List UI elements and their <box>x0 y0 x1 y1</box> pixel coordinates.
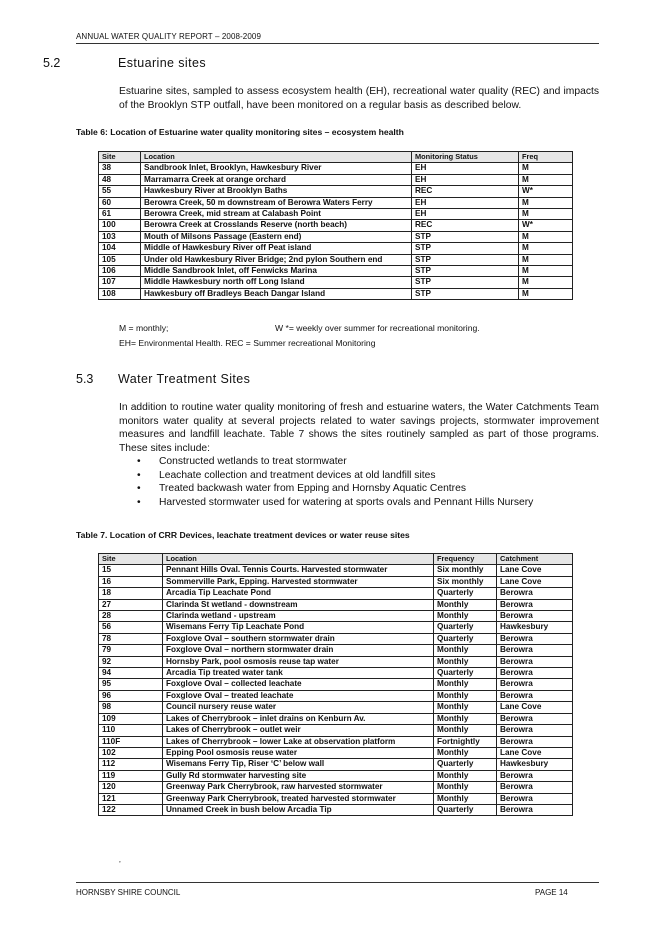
cell-freq: W* <box>519 220 573 231</box>
cell-catchment: Berowra <box>497 690 573 701</box>
cell-monitoring-status: EH <box>412 174 519 185</box>
cell-freq: M <box>519 266 573 277</box>
cell-monitoring-status: STP <box>412 266 519 277</box>
cell-location: Under old Hawkesbury River Bridge; 2nd pylon Southern end <box>141 254 412 265</box>
section-5-3-bullet-list <box>123 455 533 509</box>
cell-site: 122 <box>99 804 163 815</box>
table-6 <box>98 151 573 300</box>
table-7-caption: Table 7. Location of CRR Devices, leachate treatment devices or water reuse sites <box>76 530 410 540</box>
cell-location: Clarinda St wetland - downstream <box>163 599 434 610</box>
cell-location: Wisemans Ferry Tip Leachate Pond <box>163 622 434 633</box>
cell-location: Foxglove Oval – southern stormwater drain <box>163 633 434 644</box>
bullet-text: Harvested stormwater used for watering at sports ovals and Pennant Hills Nursery <box>159 496 534 508</box>
cell-catchment: Berowra <box>497 782 573 793</box>
trailing-mark: ’ <box>119 860 121 869</box>
table-header-row <box>99 554 573 565</box>
cell-catchment: Berowra <box>497 633 573 644</box>
cell-monitoring-status: EH <box>412 163 519 174</box>
header-rule <box>76 43 599 44</box>
cell-location: Greenway Park Cherrybrook, raw harvested stormwater <box>163 782 434 793</box>
cell-frequency: Monthly <box>434 599 497 610</box>
cell-monitoring-status: EH <box>412 197 519 208</box>
table-row <box>99 668 573 679</box>
section-5-2-title: Estuarine sites <box>118 56 206 70</box>
table-row <box>99 645 573 656</box>
cell-location: Council nursery reuse water <box>163 702 434 713</box>
cell-catchment: Berowra <box>497 736 573 747</box>
section-5-3-paragraph: In addition to routine water quality monitoring of fresh and estuarine waters, the Water Catchments Team monitors water quality at several projects related to water savings projects, stormwater improvement measures and landfill leachate. Table 7 shows the sites routinely sampled as part of those programs. These sites include: <box>119 402 599 454</box>
cell-location: Wisemans Ferry Tip, Riser ‘C’ below wall <box>163 759 434 770</box>
cell-freq: M <box>519 243 573 254</box>
cell-frequency: Monthly <box>434 611 497 622</box>
cell-frequency: Monthly <box>434 690 497 701</box>
cell-location: Marramarra Creek at orange orchard <box>141 174 412 185</box>
cell-frequency: Monthly <box>434 770 497 781</box>
cell-frequency: Six monthly <box>434 576 497 587</box>
cell-site: 79 <box>99 645 163 656</box>
cell-frequency: Quarterly <box>434 588 497 599</box>
cell-location: Arcadia Tip treated water tank <box>163 668 434 679</box>
cell-frequency: Monthly <box>434 645 497 656</box>
table-6-note-weekly: W *= weekly over summer for recreational monitoring. <box>275 323 480 333</box>
table-row <box>99 622 573 633</box>
cell-site: 120 <box>99 782 163 793</box>
table-row <box>99 599 573 610</box>
cell-location: Middle of Hawkesbury River off Peat island <box>141 243 412 254</box>
cell-catchment: Lane Cove <box>497 565 573 576</box>
cell-location: Mouth of Milsons Passage (Eastern end) <box>141 231 412 242</box>
cell-location: Hornsby Park, pool osmosis reuse tap water <box>163 656 434 667</box>
list-item <box>123 482 533 496</box>
cell-catchment: Berowra <box>497 793 573 804</box>
table-row <box>99 759 573 770</box>
cell-site: 38 <box>99 163 141 174</box>
cell-site: 27 <box>99 599 163 610</box>
table-row <box>99 588 573 599</box>
cell-frequency: Fortnightly <box>434 736 497 747</box>
bullet-glyph: • <box>137 496 141 508</box>
footer-page-number: PAGE 14 <box>535 888 568 897</box>
column-header-monitoring-status: Monitoring Status <box>412 152 519 163</box>
cell-location: Foxglove Oval – treated leachate <box>163 690 434 701</box>
cell-monitoring-status: STP <box>412 243 519 254</box>
cell-site: 60 <box>99 197 141 208</box>
bullet-glyph: • <box>137 469 141 481</box>
table-row <box>99 747 573 758</box>
cell-catchment: Hawkesbury <box>497 759 573 770</box>
cell-location: Gully Rd stormwater harvesting site <box>163 770 434 781</box>
cell-catchment: Berowra <box>497 588 573 599</box>
footer-rule <box>76 882 599 883</box>
table-row <box>99 736 573 747</box>
cell-location: Sandbrook Inlet, Brooklyn, Hawkesbury River <box>141 163 412 174</box>
table-row <box>99 288 573 299</box>
cell-frequency: Monthly <box>434 793 497 804</box>
cell-location: Middle Hawkesbury north off Long Island <box>141 277 412 288</box>
cell-monitoring-status: STP <box>412 231 519 242</box>
column-header-catchment: Catchment <box>497 554 573 565</box>
cell-freq: M <box>519 163 573 174</box>
cell-site: 61 <box>99 209 141 220</box>
cell-location: Berowra Creek at Crosslands Reserve (north beach) <box>141 220 412 231</box>
column-header-frequency: Frequency <box>434 554 497 565</box>
cell-site: 48 <box>99 174 141 185</box>
cell-location: Middle Sandbrook Inlet, off Fenwicks Marina <box>141 266 412 277</box>
column-header-site: Site <box>99 152 141 163</box>
cell-catchment: Berowra <box>497 804 573 815</box>
cell-monitoring-status: STP <box>412 288 519 299</box>
cell-freq: M <box>519 174 573 185</box>
cell-site: 103 <box>99 231 141 242</box>
cell-site: 109 <box>99 713 163 724</box>
cell-site: 110 <box>99 725 163 736</box>
table-row <box>99 633 573 644</box>
table-row <box>99 277 573 288</box>
cell-frequency: Monthly <box>434 656 497 667</box>
cell-site: 108 <box>99 288 141 299</box>
cell-freq: M <box>519 277 573 288</box>
table-6-note-monthly: M = monthly; <box>119 323 169 333</box>
table-row <box>99 690 573 701</box>
cell-site: 15 <box>99 565 163 576</box>
cell-site: 92 <box>99 656 163 667</box>
cell-location: Berowra Creek, mid stream at Calabash Point <box>141 209 412 220</box>
table-row <box>99 209 573 220</box>
cell-frequency: Monthly <box>434 679 497 690</box>
cell-site: 78 <box>99 633 163 644</box>
cell-site: 102 <box>99 747 163 758</box>
list-item <box>123 469 533 483</box>
cell-frequency: Quarterly <box>434 804 497 815</box>
column-header-freq: Freq <box>519 152 573 163</box>
section-5-2-number: 5.2 <box>43 56 61 70</box>
cell-location: Unnamed Creek in bush below Arcadia Tip <box>163 804 434 815</box>
cell-freq: M <box>519 197 573 208</box>
cell-catchment: Berowra <box>497 725 573 736</box>
cell-location: Foxglove Oval – northern stormwater drain <box>163 645 434 656</box>
table-6-note-abbreviations: EH= Environmental Health. REC = Summer recreational Monitoring <box>119 338 376 348</box>
column-header-location: Location <box>163 554 434 565</box>
table-row <box>99 679 573 690</box>
table-row <box>99 804 573 815</box>
table-row <box>99 231 573 242</box>
cell-site: 112 <box>99 759 163 770</box>
cell-site: 104 <box>99 243 141 254</box>
cell-location: Berowra Creek, 50 m downstream of Berowra Waters Ferry <box>141 197 412 208</box>
cell-location: Arcadia Tip Leachate Pond <box>163 588 434 599</box>
cell-frequency: Quarterly <box>434 633 497 644</box>
cell-location: Foxglove Oval – collected leachate <box>163 679 434 690</box>
cell-location: Sommerville Park, Epping. Harvested stormwater <box>163 576 434 587</box>
column-header-location: Location <box>141 152 412 163</box>
cell-frequency: Quarterly <box>434 759 497 770</box>
cell-frequency: Six monthly <box>434 565 497 576</box>
cell-monitoring-status: STP <box>412 277 519 288</box>
cell-frequency: Quarterly <box>434 668 497 679</box>
table-row <box>99 713 573 724</box>
cell-monitoring-status: REC <box>412 186 519 197</box>
table-row <box>99 793 573 804</box>
cell-catchment: Berowra <box>497 770 573 781</box>
cell-freq: W* <box>519 186 573 197</box>
table-7 <box>98 553 573 816</box>
bullet-text: Treated backwash water from Epping and Hornsby Aquatic Centres <box>159 483 466 495</box>
report-header: ANNUAL WATER QUALITY REPORT – 2008-2009 <box>76 32 262 41</box>
table-row <box>99 782 573 793</box>
bullet-text: Leachate collection and treatment devices at old landfill sites <box>159 469 436 481</box>
table-row <box>99 174 573 185</box>
cell-catchment: Berowra <box>497 679 573 690</box>
cell-site: 110F <box>99 736 163 747</box>
cell-site: 121 <box>99 793 163 804</box>
bullet-text: Constructed wetlands to treat stormwater <box>159 456 347 467</box>
cell-site: 119 <box>99 770 163 781</box>
table-6-caption: Table 6: Location of Estuarine water quality monitoring sites – ecosystem health <box>76 127 404 137</box>
cell-location: Lakes of Cherrybrook – outlet weir <box>163 725 434 736</box>
cell-frequency: Monthly <box>434 782 497 793</box>
cell-monitoring-status: REC <box>412 220 519 231</box>
cell-location: Lakes of Cherrybrook – inlet drains on Kenburn Av. <box>163 713 434 724</box>
cell-freq: M <box>519 231 573 242</box>
list-item <box>123 455 533 469</box>
cell-catchment: Berowra <box>497 656 573 667</box>
table-row <box>99 656 573 667</box>
section-5-3-title: Water Treatment Sites <box>118 372 251 386</box>
cell-monitoring-status: STP <box>412 254 519 265</box>
cell-frequency: Monthly <box>434 747 497 758</box>
cell-site: 98 <box>99 702 163 713</box>
cell-catchment: Berowra <box>497 611 573 622</box>
table-row <box>99 197 573 208</box>
cell-site: 94 <box>99 668 163 679</box>
column-header-site: Site <box>99 554 163 565</box>
table-row <box>99 186 573 197</box>
table-row <box>99 702 573 713</box>
table-row <box>99 576 573 587</box>
cell-site: 100 <box>99 220 141 231</box>
cell-site: 28 <box>99 611 163 622</box>
cell-location: Hawkesbury River at Brooklyn Baths <box>141 186 412 197</box>
cell-catchment: Lane Cove <box>497 702 573 713</box>
section-5-3-number: 5.3 <box>76 372 94 386</box>
cell-site: 106 <box>99 266 141 277</box>
cell-frequency: Quarterly <box>434 622 497 633</box>
cell-location: Clarinda wetland - upstream <box>163 611 434 622</box>
cell-site: 55 <box>99 186 141 197</box>
cell-site: 18 <box>99 588 163 599</box>
table-row <box>99 243 573 254</box>
table-header-row <box>99 152 573 163</box>
cell-catchment: Berowra <box>497 668 573 679</box>
bullet-glyph: • <box>137 483 141 495</box>
list-item <box>123 496 533 510</box>
cell-freq: M <box>519 288 573 299</box>
cell-location: Hawkesbury off Bradleys Beach Dangar Island <box>141 288 412 299</box>
table-row <box>99 770 573 781</box>
cell-catchment: Lane Cove <box>497 747 573 758</box>
table-row <box>99 725 573 736</box>
table-row <box>99 254 573 265</box>
cell-frequency: Monthly <box>434 702 497 713</box>
cell-site: 96 <box>99 690 163 701</box>
table-row <box>99 163 573 174</box>
cell-catchment: Hawkesbury <box>497 622 573 633</box>
cell-frequency: Monthly <box>434 713 497 724</box>
cell-catchment: Berowra <box>497 599 573 610</box>
cell-site: 95 <box>99 679 163 690</box>
cell-location: Greenway Park Cherrybrook, treated harvested stormwater <box>163 793 434 804</box>
table-row <box>99 220 573 231</box>
cell-location: Lakes of Cherrybrook – lower Lake at observation platform <box>163 736 434 747</box>
cell-site: 16 <box>99 576 163 587</box>
table-row <box>99 565 573 576</box>
section-5-2-paragraph: Estuarine sites, sampled to assess ecosystem health (EH), recreational water quality (REC) and impacts of the Brooklyn STP outfall, have been monitored on a regular basis as described below. <box>119 86 599 111</box>
bullet-glyph: • <box>137 456 141 467</box>
cell-frequency: Monthly <box>434 725 497 736</box>
cell-site: 107 <box>99 277 141 288</box>
cell-catchment: Lane Cove <box>497 576 573 587</box>
cell-freq: M <box>519 254 573 265</box>
cell-site: 105 <box>99 254 141 265</box>
table-row <box>99 611 573 622</box>
table-row <box>99 266 573 277</box>
cell-location: Pennant Hills Oval. Tennis Courts. Harvested stormwater <box>163 565 434 576</box>
cell-catchment: Berowra <box>497 713 573 724</box>
cell-site: 56 <box>99 622 163 633</box>
cell-monitoring-status: EH <box>412 209 519 220</box>
cell-location: Epping Pool osmosis reuse water <box>163 747 434 758</box>
cell-freq: M <box>519 209 573 220</box>
footer-organisation: HORNSBY SHIRE COUNCIL <box>76 888 181 897</box>
cell-catchment: Berowra <box>497 645 573 656</box>
